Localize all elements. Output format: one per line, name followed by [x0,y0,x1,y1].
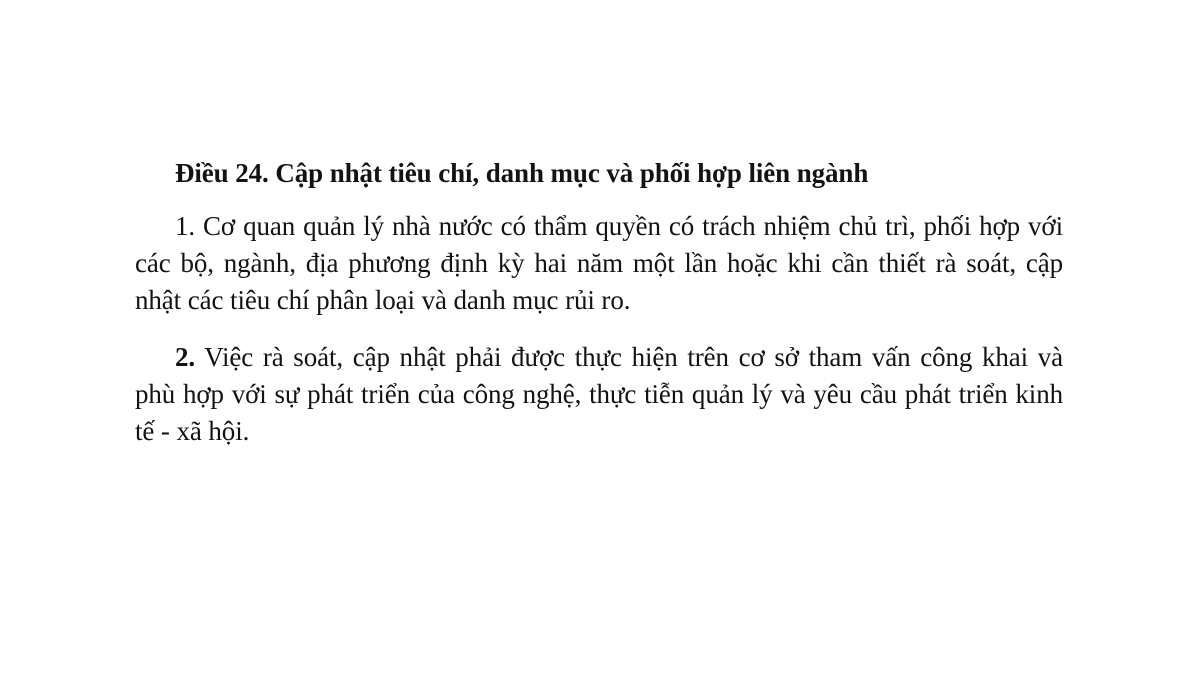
paragraph-line [135,339,1063,376]
paragraph-line: tế - xã hội. [135,416,250,446]
paragraph-line: nhật các tiêu chí phân loại và danh mục rủi ro. [135,285,631,315]
paragraph-line-text: Việc rà soát, cập nhật phải được thực hiện trên cơ sở tham vấn công khai và [195,342,1063,372]
paragraph-line: 1. Cơ quan quản lý nhà nước có thẩm quyền có trách nhiệm chủ trì, phối hợp với [175,211,1063,241]
clause-number: 2. [175,342,196,372]
paragraph-line: các bộ, ngành, địa phương định kỳ hai năm một lần hoặc khi cần thiết rà soát, cập [135,248,1063,278]
paragraph-line: phù hợp với sự phát triển của công nghệ, thực tiễn quản lý và yêu cầu phát triển kinh [135,379,1063,409]
article-text-block [135,155,1063,450]
paragraph-2 [135,339,1063,450]
paragraph-1 [135,208,1063,319]
article-heading: Điều 24. Cập nhật tiêu chí, danh mục và phối hợp liên ngành [175,158,869,188]
